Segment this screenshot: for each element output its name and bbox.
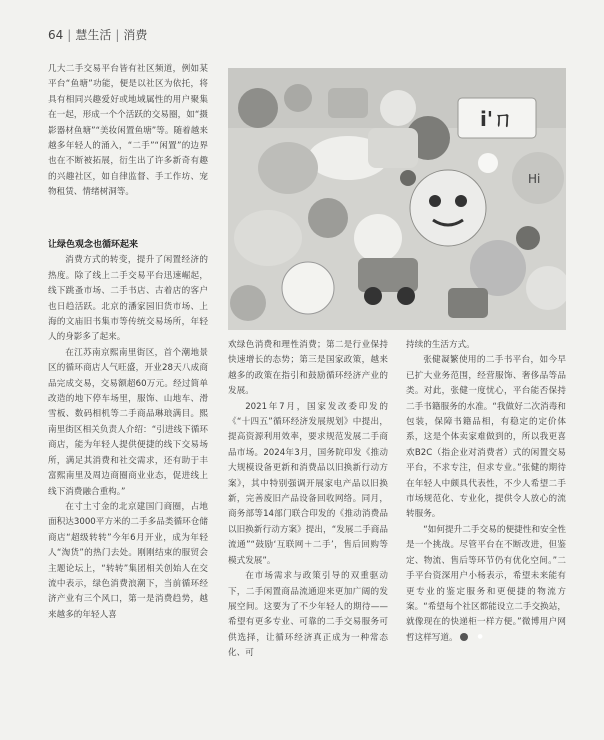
column-2 bbox=[228, 338, 388, 662]
column-3 bbox=[406, 338, 566, 646]
header-separator: | bbox=[67, 28, 72, 42]
paragraph: 几大二手交易平台皆有社区频道，例如某平台“鱼塘”功能，便是以社区为依托，将具有相同兴趣爱好或地域属性的用户聚集在一起，形成一个个活跃的交易圈，如“摄影器材鱼塘”“美妆闲置鱼塘”等。随着越来越多年轻人的涌入，“二手”“闲置”的边界也在不断被拓展，衍生出了许多新奇有趣的兴趣社区，如自律监督、手工作坊、宠物租赁、情绪树洞等。 bbox=[48, 64, 208, 198]
article-photo bbox=[228, 68, 566, 330]
paragraph: 消费方式的转变，提升了闲置经济的热度。除了线上二手交易平台迅速崛起，线下跳蚤市场、二手书店、古着店的客户也日趋活跃。北京的潘家园旧货市场、上海的文庙旧书集市等传统交易场所，年轻人的身影多了起来。 bbox=[48, 255, 208, 343]
end-mark-icon: ● bbox=[460, 633, 468, 641]
paragraph: 在江苏南京熙南里街区，首个潮地景区的循环商店人气旺盛，开业28天八成商品完成交易，交易额超60万元。经过简单改造的地下停车场里，服饰、山地车、滑雪板、数码相机等二手商品琳琅满目。熙南里街区相关负责人介绍：“引进线下循环商店，能为年轻人提供便捷的线下交易场所，满足其消费和社交需求，还有助于丰富熙南里及周边商圈商业业态，促进线上线下消费融合重构。” bbox=[48, 347, 208, 497]
paragraph: 在市场需求与政策引导的双重驱动下，二手闲置商品流通迎来更加广阔的发展空间。这要为了不少年轻人的期待——希望有更多专业、可靠的二手交易服务可供选择，让循环经济真正成为一种常态化、可 bbox=[228, 571, 388, 659]
column-1 bbox=[48, 238, 208, 623]
toy-pile-illustration bbox=[228, 68, 566, 330]
paragraph: 在寸土寸金的北京建国门商圈，占地面积达3000平方米的二手多品类循环仓储商店“超级转转”今年6月开业，成为年轻人“淘货”的热门去处。刚刚结束的服贸会主题论坛上，“转转”集团相关创始人在交流中表示，绿色消费浪潮下，当前循环经济产业有三个风口，第一是消费趋势，越来越多的年轻人喜 bbox=[48, 501, 208, 620]
header-separator: | bbox=[115, 28, 120, 42]
page-header bbox=[48, 26, 147, 43]
paragraph: 持续的生活方式。 bbox=[406, 340, 475, 350]
paragraph-final bbox=[406, 523, 566, 646]
paragraph-text: “如何提升二手交易的便捷性和安全性是一个挑战。尽管平台在不断改进，但鉴定、物流、售后等环节仍有优化空间。”二手平台资深用户小杨表示，希望未来能有更专业的鉴定服务和更便捷的物流方案。“希望每个社区都能设立二手交换站，就像现在的快递柜一样方便。”微博用户网哲这样写道。 bbox=[406, 524, 566, 643]
column-1-top bbox=[48, 62, 208, 201]
category-name: 消费 bbox=[123, 28, 148, 42]
section-name: 慧生活 bbox=[75, 28, 112, 42]
section-subheading: 让绿色观念也循环起来 bbox=[48, 240, 139, 250]
paragraph: 2021年7月，国家发改委印发的《“十四五”循环经济发展规划》中提出，提高资源利用效率，要求规范发展二手商品市场。2024年3月，国务院印发《推动大规模设备更新和消费品以旧换新行动方案》，其中特别强调开展家电产品以旧换新，完善废旧产品设备回收网络。同月，商务部等14部门联合印发的《推动消费品以旧换新行动方案》提出，“发展二手商品流通”“鼓励‘互联网＋二手’，售后回购等模式发展”。 bbox=[228, 401, 388, 566]
paragraph: 张健凝繁使用的二手书平台，如今早已扩大业务范围，经营服饰、奢侈品等品类。对此，张健一度忧心，平台能否保持二手书籍服务的水准。“我做好二次消毒和包装，保障书籍品相，有稳定的定价体系，这是个体卖家难做到的，所以我更喜欢B2C（指企业对消费者）式的闲置交易平台，不求专注，但求专业。”张健的期待在年轻人中颇具代表性，不少人希望二手市场规范化、专业化，提供令人放心的流转服务。 bbox=[406, 355, 566, 520]
badge-text: Hi bbox=[528, 172, 541, 186]
paragraph: 欢绿色消费和理性消费；第二是行业保持快速增长的态势；第三是国家政策，越来越多的政策在指引和鼓励循环经济产业的发展。 bbox=[228, 340, 388, 397]
page-number: 64 bbox=[48, 28, 64, 42]
sign-text: i'ㄇ bbox=[480, 107, 513, 131]
